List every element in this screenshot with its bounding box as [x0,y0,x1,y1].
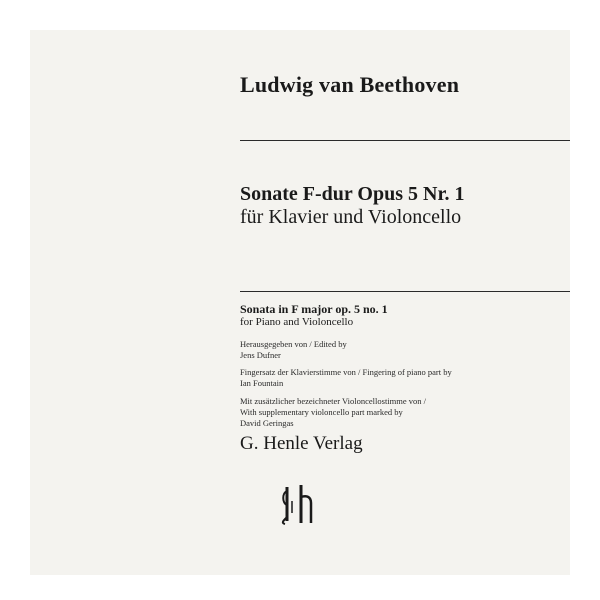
cello-name: David Geringas [240,418,294,428]
subtitle-german: für Klavier und Violoncello [240,206,462,228]
divider-top [240,140,570,141]
editor-label: Herausgegeben von / Edited by [240,339,347,349]
publisher-name: G. Henle Verlag [240,433,363,454]
title-english: Sonata in F major op. 5 no. 1 [240,302,388,316]
henle-logo-icon [279,483,315,525]
subtitle-english: for Piano and Violoncello [240,316,354,328]
cello-label-german: Mit zusätzlicher bezeichneter Violoncellostimme von / [240,396,427,406]
cello-label-english: With supplementary violoncello part marked by [240,407,403,417]
divider-middle [240,291,570,292]
editor-name: Jens Dufner [240,350,281,360]
fingering-label: Fingersatz der Klavierstimme von / Fingering of piano part by [240,367,452,377]
title-german: Sonate F-dur Opus 5 Nr. 1 [240,183,465,205]
composer-name: Ludwig van Beethoven [240,72,460,97]
fingering-name: Ian Fountain [240,378,284,388]
